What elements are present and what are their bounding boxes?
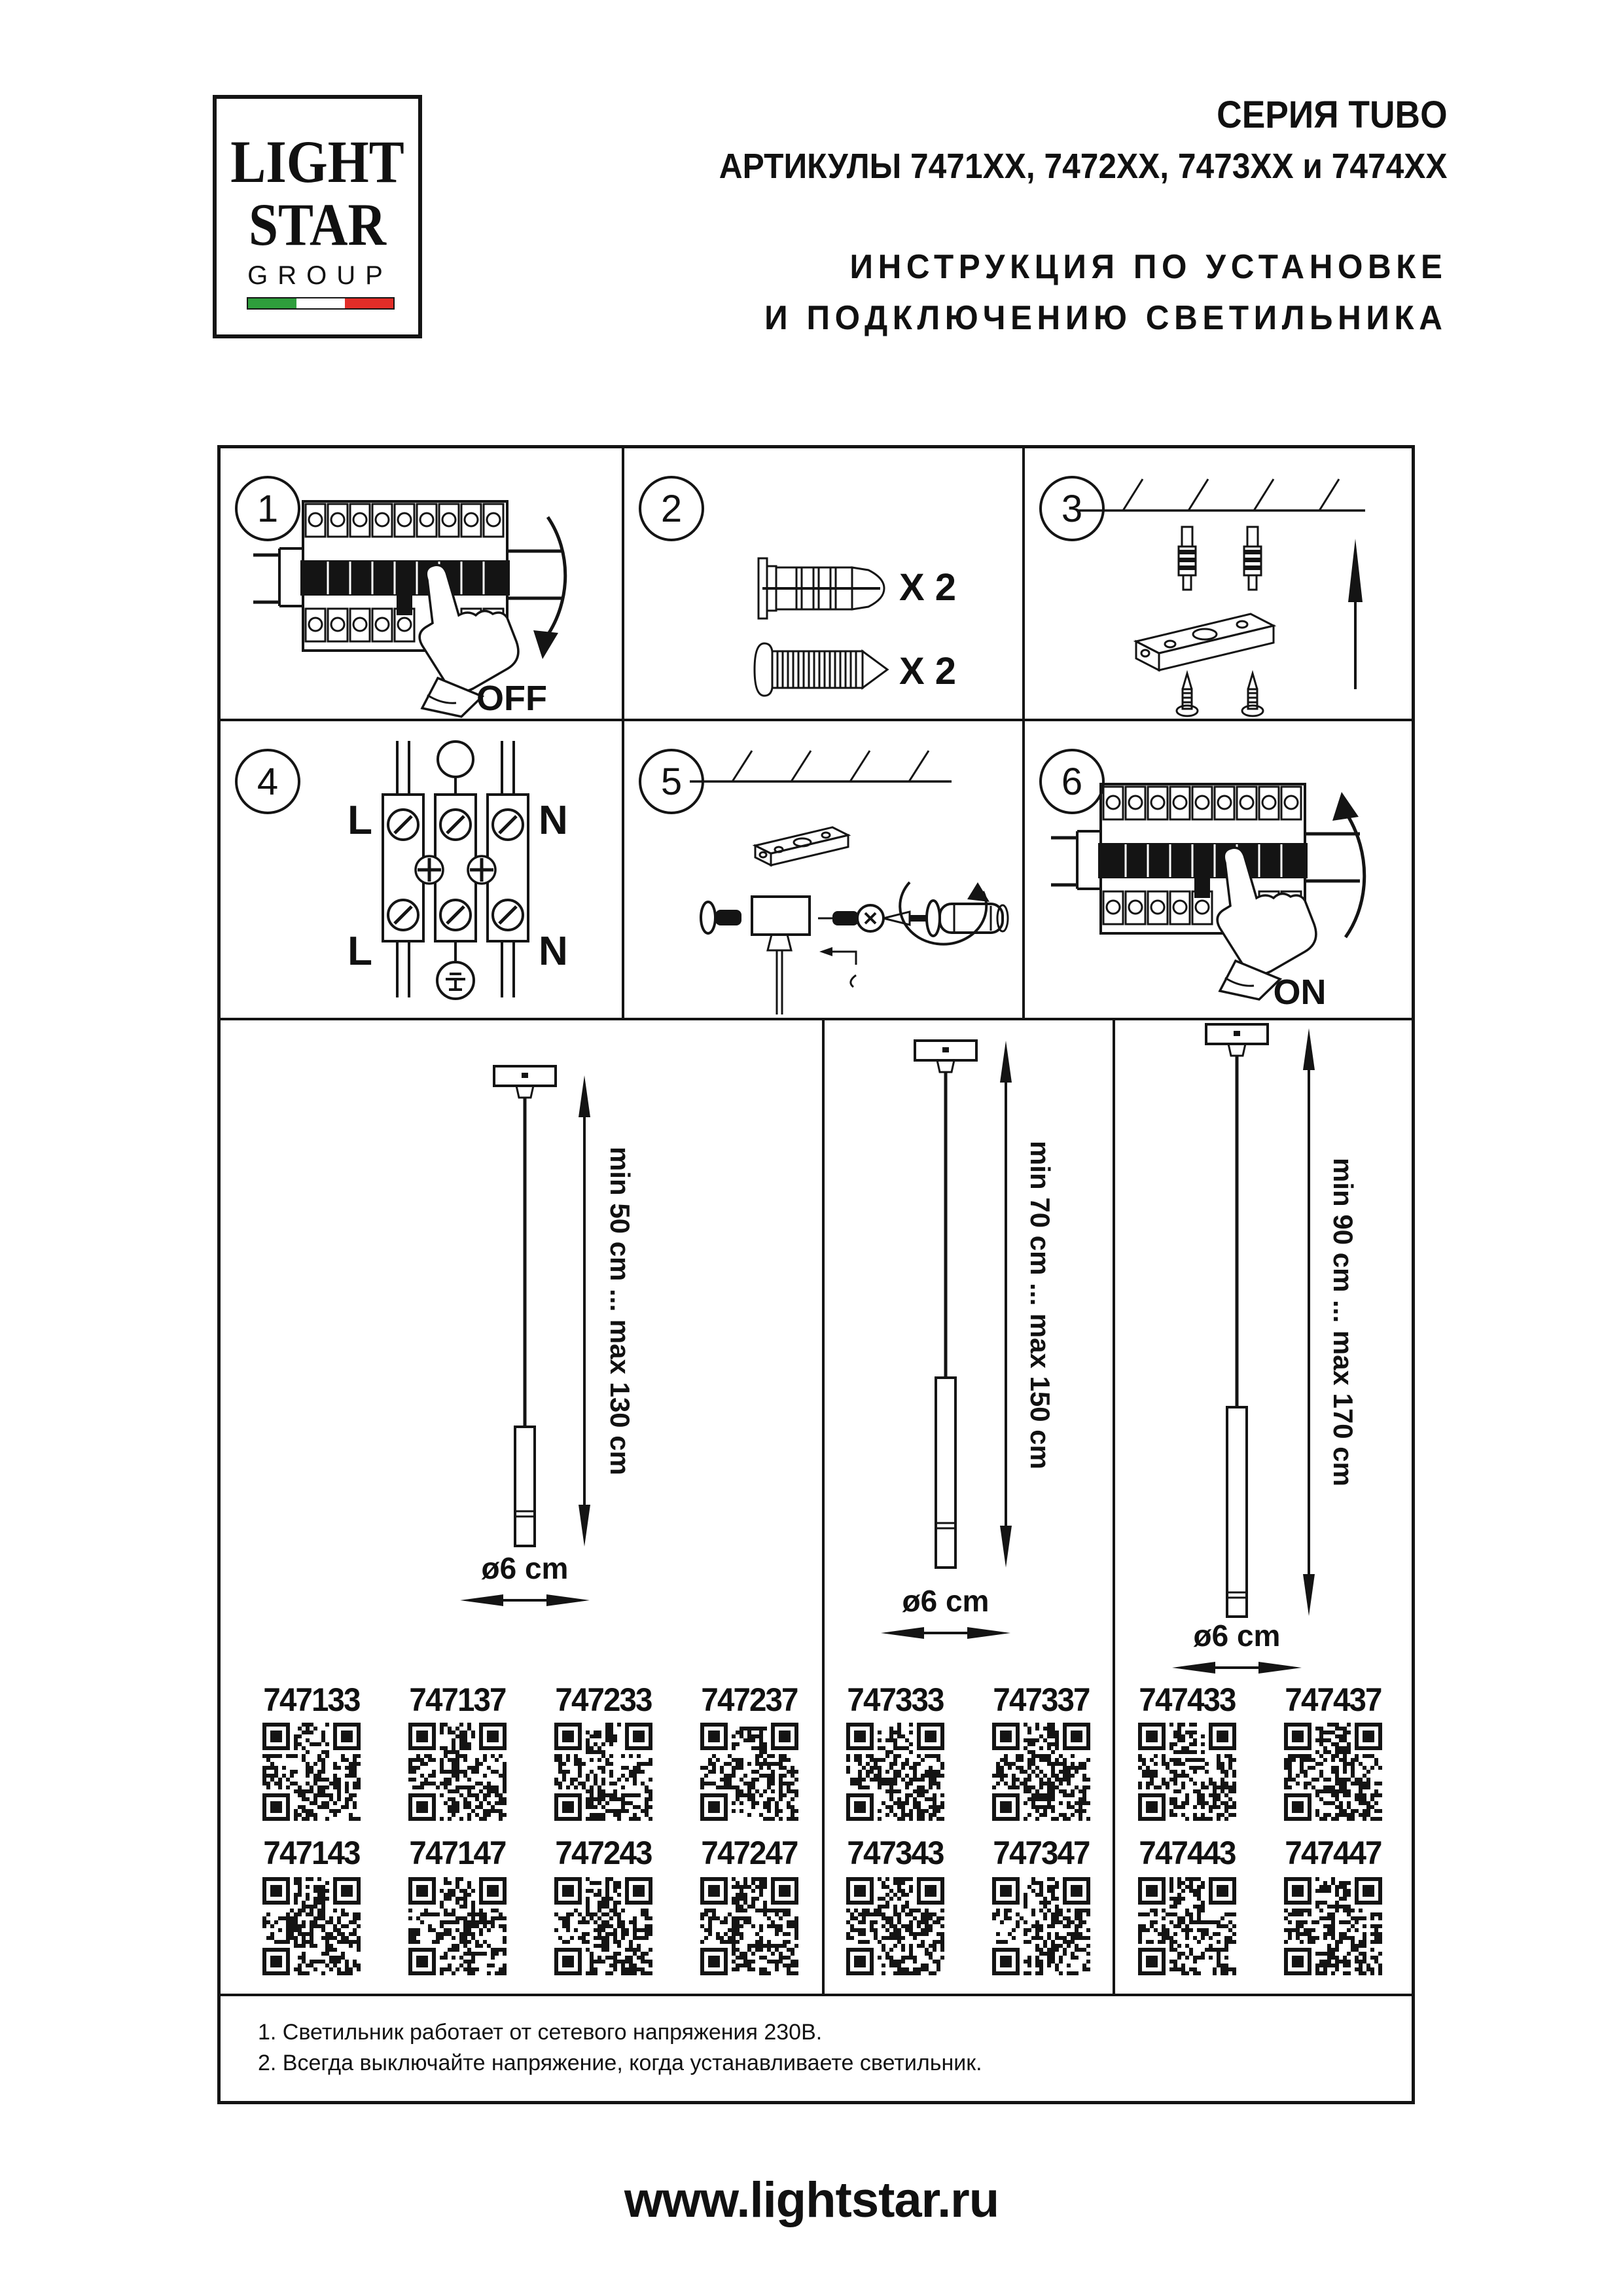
product-code: 747347: [993, 1835, 1090, 1871]
ceiling-drawing: [1077, 479, 1365, 511]
flag-white: [296, 298, 345, 308]
step4-panel: [221, 721, 620, 1016]
step2-panel: [624, 448, 1020, 717]
logo-word-star: STAR: [249, 191, 386, 258]
step6-number: 6: [1061, 761, 1083, 803]
product-code: 747343: [847, 1835, 944, 1871]
flag-green: [248, 298, 296, 308]
product-code: 747237: [701, 1681, 798, 1718]
screwdriver-drawing: [883, 882, 1008, 944]
qr-code: [846, 1723, 944, 1821]
step2-number: 2: [660, 488, 683, 530]
hline-notes: [217, 1994, 1415, 1996]
italian-flag-bar: [247, 297, 395, 310]
down-arrow-head: [533, 630, 558, 659]
right-screw: [818, 905, 883, 931]
step4-number: 4: [257, 761, 279, 803]
qr-code: [700, 1723, 798, 1821]
diameter-label: ø6 cm: [1193, 1619, 1281, 1653]
off-label: OFF: [476, 679, 547, 718]
pendant-drawing: [494, 1066, 556, 1546]
product-code: 747137: [409, 1681, 506, 1718]
bracket-drawing: [1136, 614, 1274, 670]
canopy-drawing: [752, 897, 810, 1014]
dowels-in-ceiling: [1179, 527, 1261, 590]
step6-panel: [1025, 721, 1413, 1016]
diameter-dimension: [460, 1551, 590, 1606]
product-code: 747433: [1139, 1681, 1236, 1718]
dowel-drawing: [758, 558, 884, 619]
height-label: min 50 cm ... max 130 cm: [605, 1147, 635, 1475]
label-N-bottom: N: [539, 929, 568, 974]
up-arrow-head: [1348, 539, 1363, 602]
product-code: 747247: [701, 1835, 798, 1871]
bracket-drawing: [755, 827, 848, 865]
step3-number: 3: [1061, 488, 1083, 530]
diameter-dimension: [881, 1584, 1010, 1639]
height-dimension: [1303, 1028, 1359, 1616]
height-label: min 90 cm ... max 170 cm: [1328, 1158, 1359, 1486]
label-L-bottom: L: [348, 929, 372, 974]
qr-code: [846, 1877, 944, 1975]
lightstar-logo: [213, 95, 422, 338]
lamp2-diagram: [825, 1019, 1110, 1680]
label-N-top: N: [539, 798, 568, 843]
screws-below-bracket: [1177, 673, 1263, 716]
qr-code: [408, 1723, 507, 1821]
step1-number: 1: [257, 488, 279, 530]
qr-code: [1138, 1723, 1236, 1821]
product-code: 747333: [847, 1681, 944, 1718]
step5-panel: [624, 721, 1020, 1016]
ceiling-drawing: [690, 751, 952, 781]
breaker-drawing: [1051, 784, 1360, 999]
qr-code: [262, 1723, 361, 1821]
height-dimension: [579, 1075, 635, 1547]
product-code: 747143: [263, 1835, 360, 1871]
series-title: СЕРИЯ TUBO: [1217, 94, 1448, 136]
step1-panel: [221, 448, 620, 717]
header: [656, 93, 1448, 344]
height-label: min 70 cm ... max 150 cm: [1025, 1141, 1056, 1469]
down-arrow: [546, 517, 565, 637]
note-2: 2. Всегда выключайте напряжение, когда устанавливаете светильник.: [258, 2051, 982, 2075]
instruction-line1: ИНСТРУКЦИЯ ПО УСТАНОВКЕ: [849, 248, 1448, 286]
pendant-drawing: [1206, 1024, 1268, 1617]
product-code: 747443: [1139, 1835, 1236, 1871]
terminal-drawing: [383, 741, 528, 999]
product-code: 747147: [409, 1835, 506, 1871]
on-label: ON: [1273, 973, 1327, 1012]
step3-panel: [1025, 448, 1413, 717]
qr-code: [262, 1877, 361, 1975]
lamp3-diagram: [1115, 1019, 1415, 1713]
qr-code: [1284, 1877, 1382, 1975]
product-code: 747337: [993, 1681, 1090, 1718]
qr-code: [992, 1723, 1090, 1821]
instruction-title: [696, 242, 1448, 344]
hook-pin: [819, 947, 856, 987]
qr-code: [554, 1877, 652, 1975]
note-1: 1. Светильник работает от сетевого напряжения 230В.: [258, 2020, 823, 2045]
step5-number: 5: [660, 761, 683, 803]
logo-word-group: GROUP: [247, 261, 393, 290]
qr-code: [554, 1723, 652, 1821]
diameter-label: ø6 cm: [481, 1551, 569, 1585]
qr-code: [700, 1877, 798, 1975]
height-dimension: [1000, 1041, 1056, 1568]
product-code: 747243: [555, 1835, 652, 1871]
website-url: www.lightstar.ru: [624, 2172, 999, 2228]
lamp1-diagram: [221, 1019, 819, 1680]
screw-drawing: [755, 643, 887, 696]
pendant-drawing: [915, 1041, 976, 1568]
product-code: 747437: [1285, 1681, 1382, 1718]
left-screw: [701, 902, 741, 933]
logo-word-light: LIGHT: [230, 128, 404, 195]
screw-qty: X 2: [899, 650, 957, 692]
flag-red: [345, 298, 393, 308]
up-arrow-head: [1332, 792, 1359, 821]
label-L-top: L: [348, 798, 372, 843]
notes-block: [258, 2017, 982, 2079]
qr-code: [1284, 1723, 1382, 1821]
qr-code: [1138, 1877, 1236, 1975]
qr-code: [992, 1877, 1090, 1975]
qr-code: [408, 1877, 507, 1975]
product-code: 747447: [1285, 1835, 1382, 1871]
articles-line: АРТИКУЛЫ 7471XX, 7472XX, 7473XX и 7474XX: [719, 147, 1448, 186]
instruction-line2: И ПОДКЛЮЧЕНИЮ СВЕТИЛЬНИКА: [764, 299, 1448, 337]
diameter-dimension: [1172, 1619, 1302, 1674]
diameter-label: ø6 cm: [902, 1584, 990, 1618]
dowel-qty: X 2: [899, 566, 957, 609]
product-code: 747133: [263, 1681, 360, 1718]
product-code: 747233: [555, 1681, 652, 1718]
